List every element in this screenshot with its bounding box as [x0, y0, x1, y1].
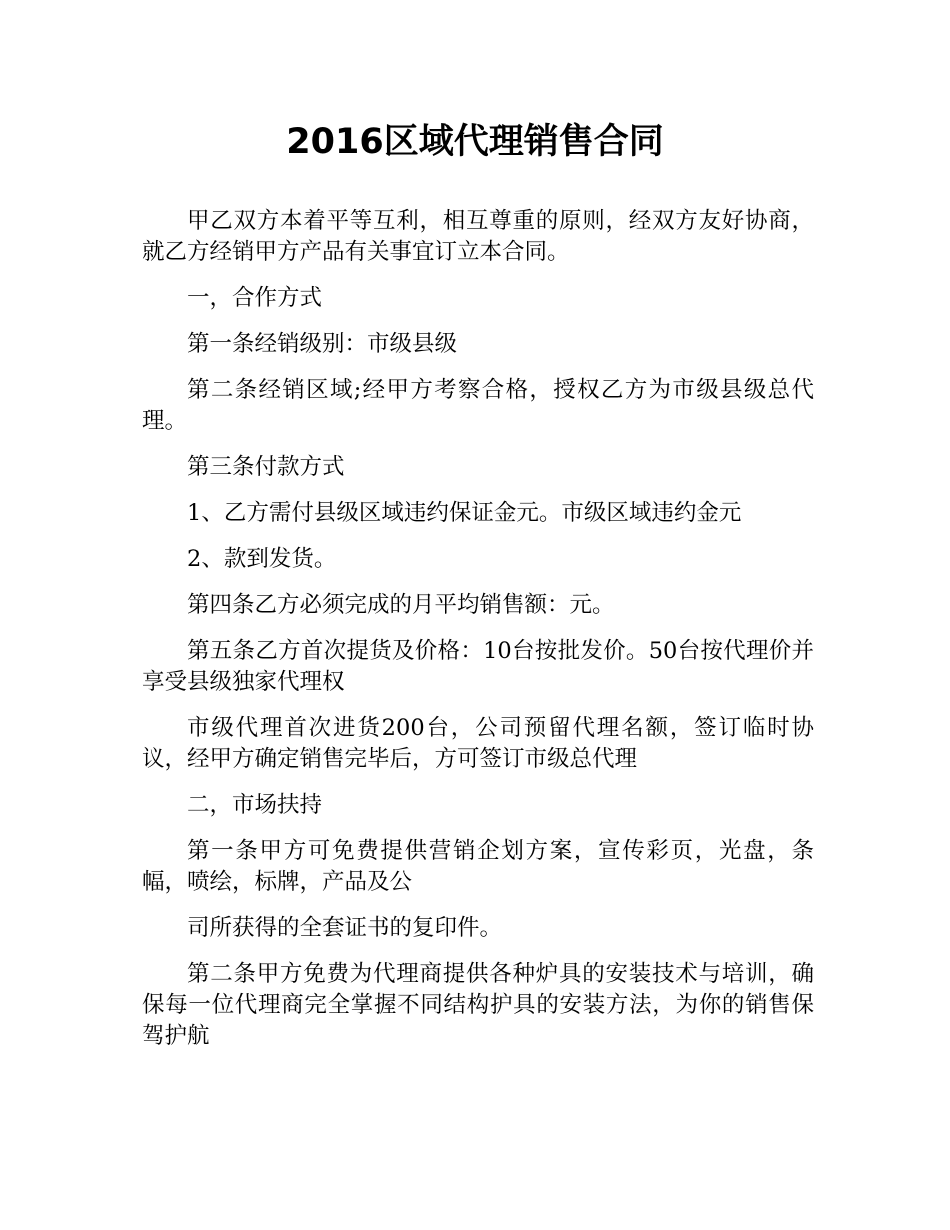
payment-item-deposit: 1、乙方需付县级区域违约保证金元。市级区域违约金元 [187, 500, 742, 526]
paragraph-certificates: 司所获得的全套证书的复印件。 [187, 915, 503, 941]
clause-monthly-sales: 第四条乙方必须完成的月平均销售额：元。 [187, 592, 615, 618]
clause-distribution-level: 第一条经销级别：市级县级 [187, 331, 458, 357]
payment-item-delivery: 2、款到发货。 [187, 546, 337, 572]
section-heading-cooperation: 一，合作方式 [187, 285, 323, 311]
paragraph-intro: 甲乙双方本着平等互利，相互尊重的原则，经双方友好协商，就乙方经销甲方产品有关事宜订立本合同。 [142, 208, 814, 265]
clause-distribution-area: 第二条经销区域;经甲方考察合格，授权乙方为市级县级总代理。 [142, 377, 814, 434]
document-body [142, 206, 814, 1067]
clause-first-order-price: 第五条乙方首次提货及价格：10台按批发价。50台按代理价并享受县级独家代理权 [142, 638, 814, 695]
document-title: 2016区域代理销售合同 [286, 122, 664, 162]
clause-payment-method: 第三条付款方式 [187, 454, 345, 480]
clause-installation-training: 第二条甲方免费为代理商提供各种炉具的安装技术与培训，确保每一位代理商完全掌握不同结构护具的安装方法，为你的销售保驾护航 [142, 961, 814, 1049]
paragraph-city-agent: 市级代理首次进货200台，公司预留代理名额，签订临时协议，经甲方确定销售完毕后，方可签订市级总代理 [142, 715, 814, 772]
clause-marketing-materials: 第一条甲方可免费提供营销企划方案，宣传彩页，光盘，条幅，喷绘，标牌，产品及公 [142, 838, 814, 895]
section-heading-market-support: 二，市场扶持 [187, 792, 323, 818]
